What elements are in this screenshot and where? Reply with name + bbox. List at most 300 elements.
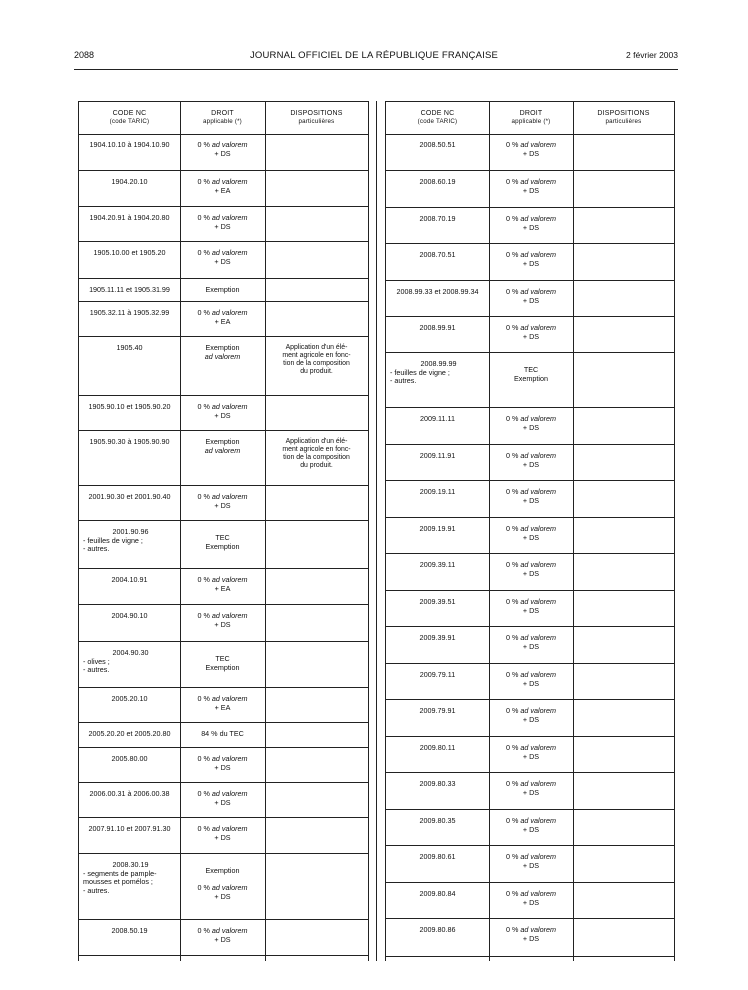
- duty-text: 0 %: [197, 926, 212, 935]
- journal-title: JOURNAL OFFICIEL DE LA RÉPUBLIQUE FRANÇAISE: [249, 50, 499, 61]
- table-row: [386, 408, 674, 445]
- nc-code-cell: [388, 215, 487, 224]
- duty-italic-text: ad valorem: [520, 633, 556, 642]
- nc-code-cell: [81, 576, 178, 585]
- table-row: [386, 810, 674, 846]
- nc-code-line: 2005.20.20 et 2005.20.80: [88, 729, 171, 738]
- nc-code-line: - autres.: [83, 665, 110, 675]
- nc-code-cell: [81, 927, 178, 936]
- nc-code-cell: [390, 360, 487, 386]
- header-rule: [74, 69, 678, 70]
- nc-code-line: 2009.80.84: [419, 889, 456, 898]
- duty-cell: [489, 926, 573, 943]
- nc-code-line: 1905.10.00 et 1905.20: [93, 248, 166, 257]
- table-row: [79, 279, 368, 302]
- duty-text: 0 %: [506, 177, 521, 186]
- duty-cell: [489, 780, 573, 797]
- column-header-droit: [180, 102, 265, 134]
- duty-line: [180, 318, 265, 327]
- duty-text: + DS: [522, 787, 540, 797]
- nc-code-line: 2008.99.91: [419, 323, 456, 332]
- table-row: [79, 783, 368, 818]
- nc-code-line: 2008.99.99: [420, 359, 457, 368]
- dispositions-line: tion de la composition: [283, 454, 350, 462]
- duty-text: + DS: [214, 221, 231, 231]
- nc-code-line: 2004.90.30: [112, 648, 149, 657]
- nc-code-line: 2009.39.51: [419, 597, 456, 606]
- duty-text: Exemption: [205, 541, 240, 551]
- dispositions-line: ment agricole en fonc-: [282, 446, 351, 454]
- duty-cell: [180, 695, 265, 712]
- duty-italic-text: ad valorem: [520, 670, 556, 679]
- nc-code-cell: [81, 249, 178, 258]
- table-row: [386, 171, 674, 208]
- dispositions-line: du produit.: [300, 368, 333, 376]
- duty-italic-text: ad valorem: [520, 743, 556, 752]
- duty-text: 0 %: [197, 248, 212, 257]
- duty-italic-text: ad valorem: [520, 287, 556, 296]
- column-header-droit-sub: applicable (*): [203, 118, 242, 126]
- duty-text: 0 %: [506, 597, 521, 606]
- duty-italic-text: ad valorem: [520, 524, 556, 533]
- nc-code-line: 2008.50.19: [111, 926, 148, 935]
- duty-cell: [489, 215, 573, 232]
- nc-code-cell: [388, 324, 487, 333]
- column-header-code-main: CODE NC: [420, 110, 455, 118]
- duty-cell: [489, 561, 573, 578]
- duty-line: [180, 258, 265, 267]
- duty-line: [180, 936, 265, 945]
- duty-line: [180, 893, 265, 902]
- duty-text: + DS: [214, 256, 231, 266]
- nc-code-line: 2008.99.33 et 2008.99.34: [396, 287, 479, 296]
- nc-code-line: 1905.40: [116, 343, 143, 352]
- nc-code-cell: [388, 890, 487, 899]
- duty-italic-text: ad valorem: [520, 323, 556, 332]
- nc-code-cell: [81, 141, 178, 150]
- duty-line: [489, 187, 573, 196]
- duty-text: Exemption: [205, 343, 240, 352]
- duty-italic-text: ad valorem: [211, 611, 248, 620]
- nc-code-cell: [81, 438, 178, 447]
- table-row: [386, 353, 674, 408]
- duty-cell: [489, 598, 573, 615]
- nc-code-line: - feuilles de vigne ;: [390, 367, 450, 377]
- nc-code-line: 2006.00.31 à 2006.00.38: [89, 789, 170, 798]
- duty-cell: [489, 452, 573, 469]
- table-row: [79, 569, 368, 605]
- nc-code-cell: [388, 288, 487, 297]
- nc-code-line: 2004.10.91: [111, 575, 148, 584]
- duty-cell: [489, 178, 573, 195]
- duty-text: 0 %: [197, 694, 212, 703]
- nc-code-cell: [388, 178, 487, 187]
- nc-code-line: 2009.80.35: [419, 816, 456, 825]
- duty-line: [180, 585, 265, 594]
- duty-text: + DS: [522, 495, 540, 505]
- nc-code-line: 1904.20.91 à 1904.20.80: [89, 213, 170, 222]
- duty-line: [180, 150, 265, 159]
- duty-text: + EA: [214, 185, 231, 195]
- duty-cell: [180, 249, 265, 266]
- nc-code-cell: [388, 561, 487, 570]
- nc-code-line: 2008.30.19: [112, 860, 149, 869]
- duty-line: [180, 187, 265, 196]
- duty-text: 0 %: [506, 414, 521, 423]
- duty-text: 0 %: [197, 789, 212, 798]
- column-header-dispositions-sub: particulières: [605, 118, 642, 126]
- duty-line: [489, 375, 573, 384]
- duty-line: [180, 353, 265, 362]
- table-row: [386, 737, 674, 773]
- nc-code-line: 2008.70.19: [419, 214, 456, 223]
- duty-line: [180, 704, 265, 713]
- nc-code-cell: [388, 817, 487, 826]
- duty-cell: [180, 438, 265, 455]
- nc-code-cell: [388, 671, 487, 680]
- duty-italic-text: ad valorem: [520, 925, 556, 934]
- duty-italic-text: ad valorem: [520, 487, 556, 496]
- duty-italic-text: ad valorem: [211, 575, 248, 584]
- duty-italic-text: ad valorem: [211, 213, 248, 222]
- table-row: [79, 302, 368, 337]
- column-separator: [376, 101, 377, 961]
- duty-text: + DS: [522, 751, 540, 761]
- duty-text: 0 %: [506, 140, 521, 149]
- duty-italic-text: ad valorem: [520, 250, 556, 259]
- duty-cell: [180, 825, 265, 842]
- duty-cell: [489, 488, 573, 505]
- table-row: [386, 700, 674, 737]
- table-row: [386, 846, 674, 883]
- nc-code-cell: [388, 744, 487, 753]
- duty-line: [489, 935, 573, 944]
- duty-italic-text: ad valorem: [211, 308, 248, 317]
- duty-line: [180, 502, 265, 511]
- tariff-table-right: [385, 101, 675, 961]
- duty-line: [180, 412, 265, 421]
- dispositions-line: Application d'un élé-: [285, 438, 348, 445]
- nc-code-cell: [81, 612, 178, 621]
- nc-code-cell: [81, 178, 178, 187]
- duty-italic-text: ad valorem: [211, 824, 248, 833]
- duty-text: + DS: [214, 410, 231, 420]
- duty-text: 0 %: [197, 177, 212, 186]
- nc-code-line: 2008.60.19: [419, 177, 456, 186]
- duty-text: 0 %: [506, 323, 521, 332]
- duty-line: [489, 150, 573, 159]
- nc-code-line: 2009.39.91: [419, 633, 456, 642]
- duty-text: 0 %: [197, 611, 212, 620]
- duty-text: 0 %: [506, 214, 521, 223]
- nc-code-cell: [388, 525, 487, 534]
- duty-text: + DS: [522, 148, 540, 158]
- duty-cell: [180, 286, 265, 295]
- duty-text: + DS: [522, 459, 540, 469]
- duty-cell: [489, 141, 573, 158]
- duty-text: 84 % du TEC: [201, 729, 244, 738]
- duty-line: [489, 716, 573, 725]
- nc-code-line: 1904.20.10: [111, 177, 148, 186]
- duty-text: 0 %: [197, 492, 212, 501]
- nc-code-cell: [81, 309, 178, 318]
- duty-text: + DS: [214, 891, 231, 901]
- duty-text: 0 %: [197, 754, 212, 763]
- duty-text: + DS: [522, 641, 540, 651]
- duty-text: 0 %: [506, 816, 521, 825]
- duty-cell: [489, 744, 573, 761]
- duty-text: + DS: [522, 222, 540, 232]
- duty-cell: [489, 671, 573, 688]
- duty-text: 0 %: [197, 213, 212, 222]
- duty-text: + DS: [522, 295, 540, 305]
- duty-text: Exemption: [514, 373, 548, 383]
- nc-code-cell: [81, 730, 178, 739]
- nc-code-cell: [388, 415, 487, 424]
- duty-cell: [180, 755, 265, 772]
- duty-cell: [489, 288, 573, 305]
- nc-code-cell: [83, 528, 178, 554]
- duty-cell: [180, 730, 265, 739]
- duty-text: 0 %: [506, 706, 521, 715]
- nc-code-cell: [388, 780, 487, 789]
- table-row: [386, 883, 674, 919]
- nc-code-cell: [81, 755, 178, 764]
- duty-text: 0 %: [197, 883, 212, 893]
- column-header-droit-main: DROIT: [519, 110, 543, 118]
- duty-text: + DS: [522, 605, 540, 615]
- column-header-code: [386, 102, 489, 134]
- nc-code-line: 2009.80.86: [419, 925, 456, 934]
- duty-text: + DS: [214, 934, 231, 944]
- duty-text: + EA: [214, 316, 231, 326]
- nc-code-line: 1904.10.10 à 1904.10.90: [89, 140, 170, 149]
- duty-italic-text: ad valorem: [211, 926, 248, 935]
- duty-italic-text: ad valorem: [520, 597, 556, 606]
- duty-italic-text: ad valorem: [520, 140, 556, 149]
- duty-line: [489, 680, 573, 689]
- duty-text: 0 %: [506, 560, 521, 569]
- nc-code-line: - olives ;: [83, 656, 110, 666]
- duty-text: 0 %: [197, 140, 212, 149]
- table-row: [386, 664, 674, 700]
- nc-code-line: 2009.39.11: [419, 560, 456, 569]
- column-header-code-main: CODE NC: [112, 110, 147, 118]
- duty-text: 0 %: [197, 402, 212, 411]
- duty-text: + DS: [214, 832, 231, 842]
- duty-cell: [489, 415, 573, 432]
- duty-line: [180, 286, 265, 295]
- duty-text: + DS: [522, 714, 540, 724]
- table-row: [386, 919, 674, 957]
- table-row: [79, 723, 368, 748]
- nc-code-line: - autres.: [83, 544, 110, 554]
- duty-text: Exemption: [205, 866, 240, 875]
- table-row: [79, 337, 368, 396]
- duty-line: [489, 333, 573, 342]
- duty-line: [180, 621, 265, 630]
- duty-text: 0 %: [506, 670, 521, 679]
- duty-text: + DS: [522, 568, 540, 578]
- duty-line: [489, 826, 573, 835]
- duty-cell: [180, 141, 265, 158]
- column-header-dispositions: [573, 102, 674, 134]
- nc-code-line: 2005.80.00: [111, 754, 148, 763]
- table-row: [79, 818, 368, 854]
- duty-cell: [180, 344, 265, 361]
- nc-code-line: 2009.19.11: [419, 487, 456, 496]
- column-header-code: [79, 102, 180, 134]
- table-row: [386, 591, 674, 627]
- duty-cell: [489, 707, 573, 724]
- duty-line: [489, 224, 573, 233]
- duty-italic-text: ad valorem: [520, 414, 556, 423]
- duty-italic-text: ad valorem: [520, 889, 556, 898]
- column-header-droit-main: DROIT: [211, 110, 234, 118]
- nc-code-line: 1905.11.11 et 1905.31.99: [89, 285, 170, 294]
- duty-line: [489, 862, 573, 871]
- table-row: [79, 521, 368, 569]
- duty-text: 0 %: [506, 287, 521, 296]
- duty-line: [489, 534, 573, 543]
- nc-code-cell: [83, 649, 178, 675]
- table-row: [386, 208, 674, 244]
- duty-line: [489, 607, 573, 616]
- nc-code-cell: [81, 214, 178, 223]
- nc-code-line: 1905.32.11 à 1905.32.99: [89, 308, 170, 317]
- nc-code-line: 2009.11.91: [419, 451, 456, 460]
- duty-text: 0 %: [197, 575, 212, 584]
- table-row: [79, 748, 368, 783]
- nc-code-line: 2009.80.11: [419, 743, 456, 752]
- nc-code-line: - autres.: [390, 376, 417, 386]
- duty-line: [489, 497, 573, 506]
- duty-text: 0 %: [506, 743, 521, 752]
- issue-date: 2 février 2003: [626, 50, 678, 60]
- duty-line: [489, 297, 573, 306]
- table-row: [79, 207, 368, 242]
- duty-cell: [180, 861, 265, 902]
- nc-code-line: - feuilles de vigne ;: [83, 535, 143, 545]
- nc-code-line: - segments de pample-: [83, 868, 157, 878]
- duty-italic-text: ad valorem: [211, 402, 248, 411]
- duty-text: + DS: [522, 933, 540, 943]
- duty-italic-text: ad valorem: [211, 789, 248, 798]
- dispositions-line: du produit.: [300, 462, 333, 470]
- table-row: [386, 134, 674, 171]
- table-header: [386, 102, 674, 135]
- duty-line: [489, 753, 573, 762]
- duty-text: + DS: [522, 860, 540, 870]
- nc-code-line: 2008.70.51: [419, 250, 456, 259]
- duty-italic-text: ad valorem: [520, 779, 556, 788]
- nc-code-line: 2008.50.51: [419, 140, 456, 149]
- nc-code-line: 1905.90.30 à 1905.90.90: [89, 437, 170, 446]
- nc-code-cell: [388, 251, 487, 260]
- duty-cell: [489, 324, 573, 341]
- table-row: [386, 281, 674, 317]
- duty-cell: [489, 251, 573, 268]
- duty-line: [489, 789, 573, 798]
- tariff-table-left: [78, 101, 369, 961]
- duty-text: + DS: [522, 532, 540, 542]
- duty-line: [180, 664, 265, 673]
- duty-text: Exemption: [205, 437, 240, 446]
- duty-italic-text: ad valorem: [211, 694, 248, 703]
- table-row: [386, 481, 674, 518]
- nc-code-line: 2009.11.11: [420, 414, 455, 423]
- duty-italic-text: ad valorem: [211, 492, 248, 501]
- duty-text: + DS: [522, 258, 540, 268]
- nc-code-cell: [81, 286, 178, 295]
- column-header-code-sub: (code TARIC): [109, 118, 150, 126]
- nc-code-cell: [83, 861, 178, 896]
- dispositions-line: tion de la composition: [283, 360, 350, 368]
- duty-text: + EA: [214, 702, 231, 712]
- table-row: [386, 518, 674, 554]
- duty-italic-text: ad valorem: [204, 445, 241, 455]
- duty-cell: [489, 853, 573, 870]
- nc-code-line: 2005.20.10: [111, 694, 148, 703]
- duty-text: + DS: [522, 678, 540, 688]
- table-row: [79, 920, 368, 956]
- duty-text: 0 %: [506, 487, 521, 496]
- duty-italic-text: ad valorem: [520, 816, 556, 825]
- duty-italic-text: ad valorem: [520, 214, 556, 223]
- table-row: [386, 627, 674, 664]
- duty-italic-text: ad valorem: [520, 852, 556, 861]
- duty-line: [489, 260, 573, 269]
- nc-code-cell: [388, 488, 487, 497]
- duty-cell: [180, 214, 265, 231]
- duty-text: Exemption: [205, 285, 240, 294]
- nc-code-cell: [388, 853, 487, 862]
- nc-code-line: 2009.79.91: [419, 706, 456, 715]
- nc-code-line: mousses et pomélos ;: [83, 877, 153, 887]
- nc-code-cell: [81, 695, 178, 704]
- duty-cell: [180, 403, 265, 420]
- duty-text: + DS: [214, 148, 231, 158]
- duty-cell: [489, 890, 573, 907]
- duty-cell: [180, 493, 265, 510]
- nc-code-cell: [388, 598, 487, 607]
- duty-text: 0 %: [506, 451, 521, 460]
- table-row: [386, 317, 674, 353]
- duty-text: 0 %: [506, 779, 521, 788]
- table-row: [386, 773, 674, 810]
- duty-italic-text: ad valorem: [520, 706, 556, 715]
- nc-code-cell: [388, 926, 487, 935]
- duty-text: 0 %: [506, 889, 521, 898]
- duty-cell: [489, 360, 573, 383]
- duty-line: [180, 730, 265, 739]
- table-header: [79, 102, 368, 135]
- nc-code-line: 2009.80.61: [419, 852, 456, 861]
- duty-text: Exemption: [205, 662, 240, 672]
- duty-text: 0 %: [506, 633, 521, 642]
- nc-code-cell: [81, 403, 178, 412]
- column-header-droit: [489, 102, 573, 134]
- table-row: [79, 854, 368, 920]
- table-row: [79, 242, 368, 279]
- duty-cell: [180, 178, 265, 195]
- table-row: [79, 486, 368, 521]
- nc-code-line: 2009.79.11: [419, 670, 456, 679]
- duty-italic-text: ad valorem: [211, 883, 248, 893]
- nc-code-cell: [81, 825, 178, 834]
- column-header-code-sub: (code TARIC): [417, 118, 458, 126]
- duty-line: [489, 461, 573, 470]
